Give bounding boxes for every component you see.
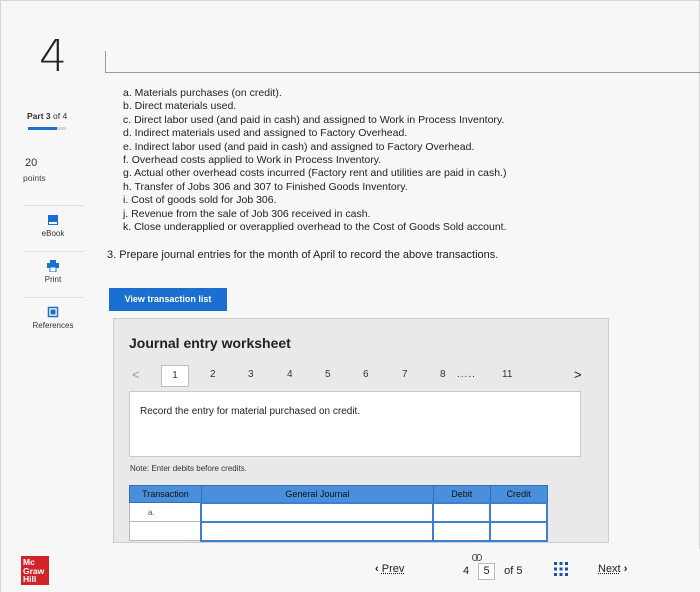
credit-input[interactable] [490,522,547,541]
col-general-journal: General Journal [201,486,433,503]
worksheet-title: Journal entry worksheet [129,335,291,351]
table-row [130,503,548,522]
print-label: Print [44,275,62,284]
next-button[interactable] [598,563,627,575]
credit-input[interactable] [490,503,547,522]
col-credit: Credit [490,486,547,503]
transaction-cell [130,522,202,541]
worksheet-tab-2[interactable]: 2 [210,369,216,380]
worksheet-tab-1[interactable]: 1 [161,365,189,387]
references-icon [47,306,59,318]
prev-label: Prev [381,563,405,575]
part-progress-bar [28,127,66,130]
print-icon [47,260,59,272]
worksheet-note: Note: Enter debits before credits. [130,464,247,473]
general-journal-input[interactable] [201,522,433,541]
points-value: 20 [25,157,38,169]
col-debit: Debit [433,486,490,503]
part-indicator [27,111,67,121]
transaction-item: d. Indirect materials used and assigned to Factory Overhead. [123,127,408,140]
ebook-label: eBook [41,229,65,238]
question-number: 4 [39,31,67,82]
journal-table-header [130,486,548,503]
footer-bar [1,549,700,592]
current-page-number[interactable] [478,563,495,580]
prev-page-number[interactable]: 4 [462,565,470,577]
col-transaction: Transaction [130,486,202,503]
page-indicator [459,563,522,580]
logo-line: Graw [23,565,45,576]
transaction-item: i. Cost of goods sold for Job 306. [123,194,277,207]
prev-button[interactable] [375,563,404,575]
question-header-line [105,51,700,73]
next-label: Next [598,563,621,575]
chevron-right-icon[interactable]: > [574,367,582,382]
table-row [130,522,548,541]
entry-prompt: Record the entry for material purchased on credit. [140,406,361,417]
journal-table [129,485,548,542]
transaction-item: e. Indirect labor used (and paid in cash) and assigned to Factory Overhead. [123,140,475,153]
part-progress-fill [28,127,57,130]
points-label: points [23,173,46,183]
transaction-item: c. Direct labor used (and paid in cash) and assigned to Work in Process Inventory. [123,113,505,126]
references-label: References [32,321,74,330]
worksheet-pagination [132,365,604,387]
pagination-ellipsis: ..... [457,369,476,380]
worksheet-tab-4[interactable]: 4 [287,369,293,380]
transaction-list [123,87,507,234]
ebook-icon [47,214,59,226]
logo-line: Hill [23,574,37,584]
ebook-button[interactable] [23,205,83,249]
general-journal-input[interactable] [201,503,433,522]
worksheet-tab-5[interactable]: 5 [325,369,331,380]
worksheet-tab-6[interactable]: 6 [363,369,369,380]
part-of: of 4 [53,111,68,121]
transaction-item: f. Overhead costs applied to Work in Process Inventory. [123,154,382,167]
worksheet-tab-7[interactable]: 7 [402,369,408,380]
worksheet-tab-11[interactable]: 11 [502,369,513,380]
instruction-text: 3. Prepare journal entries for the month of April to record the above transactions. [107,249,499,261]
transaction-item: h. Transfer of Jobs 306 and 307 to Finished Goods Inventory. [123,180,408,193]
chevron-left-icon[interactable]: < [132,367,140,382]
view-transaction-list-button[interactable]: View transaction list [109,288,227,311]
debit-input[interactable] [433,522,490,541]
entry-prompt-box [129,391,581,457]
part-label: Part 3 [27,111,51,121]
worksheet-tab-3[interactable]: 3 [248,369,254,380]
chevron-left-icon: ‹ [375,563,379,575]
logo-line: Mc [23,557,35,567]
worksheet-tab-8[interactable]: 8 [440,369,446,380]
grid-icon[interactable] [554,562,568,576]
transaction-item: k. Close underapplied or overapplied overhead to the Cost of Goods Sold account. [123,221,507,234]
page-total: of 5 [504,565,523,577]
debit-input[interactable] [433,503,490,522]
transaction-item: j. Revenue from the sale of Job 306 received in cash. [123,207,371,220]
current-page-value: 5 [483,565,490,577]
transaction-item: b. Direct materials used. [123,100,237,113]
chevron-right-icon: › [623,563,628,575]
transaction-cell: a. [130,503,202,522]
references-button[interactable] [23,297,83,341]
journal-worksheet [113,318,609,543]
print-button[interactable] [23,251,83,295]
transaction-item: a. Materials purchases (on credit). [123,87,282,99]
mcgraw-hill-logo [21,556,49,585]
link-icon [472,554,482,561]
transaction-item: g. Actual other overhead costs incurred (Factory rent and utilities are paid in cash.) [123,167,507,180]
